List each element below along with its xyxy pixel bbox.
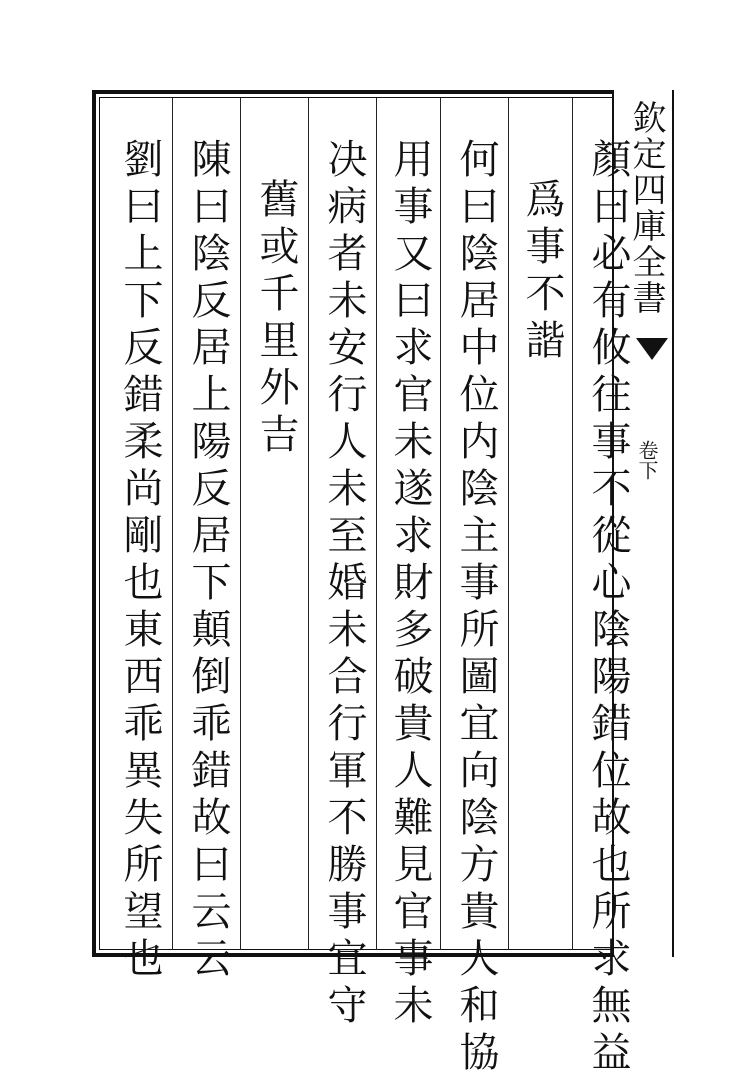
column-rule xyxy=(172,98,173,950)
margin-band-right-line xyxy=(672,90,674,957)
text-column-1: 顏曰必有攸往事不從心陰陽錯位故也所求無益 xyxy=(585,138,631,1078)
text-column-5: 决病者未安行人未至婚未合行軍不勝事宜守 xyxy=(321,138,367,1031)
column-rule xyxy=(508,98,509,950)
text-column-4: 用事又曰求官未遂求財多破貴人難見官事未 xyxy=(387,138,433,1031)
column-rule xyxy=(376,98,377,950)
text-column-6: 舊或千里外吉 xyxy=(253,178,299,460)
column-rule xyxy=(572,98,573,950)
column-rule xyxy=(308,98,309,950)
column-rule xyxy=(440,98,441,950)
text-column-2: 爲事不諧 xyxy=(519,178,565,366)
text-column-3: 何曰陰居中位内陰主事所圖宜向陰方貴人和協 xyxy=(453,138,499,1078)
margin-juan-label: 卷下 xyxy=(635,440,659,480)
text-column-7: 陳曰陰反居上陽反居下顛倒乖錯故曰云云 xyxy=(185,138,231,984)
column-rule xyxy=(240,98,241,950)
margin-title: 欽定四庫全書 xyxy=(626,100,666,316)
text-column-8: 劉曰上下反錯柔尚剛也東西乖異失所望也 xyxy=(117,138,163,984)
fish-tail-icon xyxy=(636,338,668,360)
